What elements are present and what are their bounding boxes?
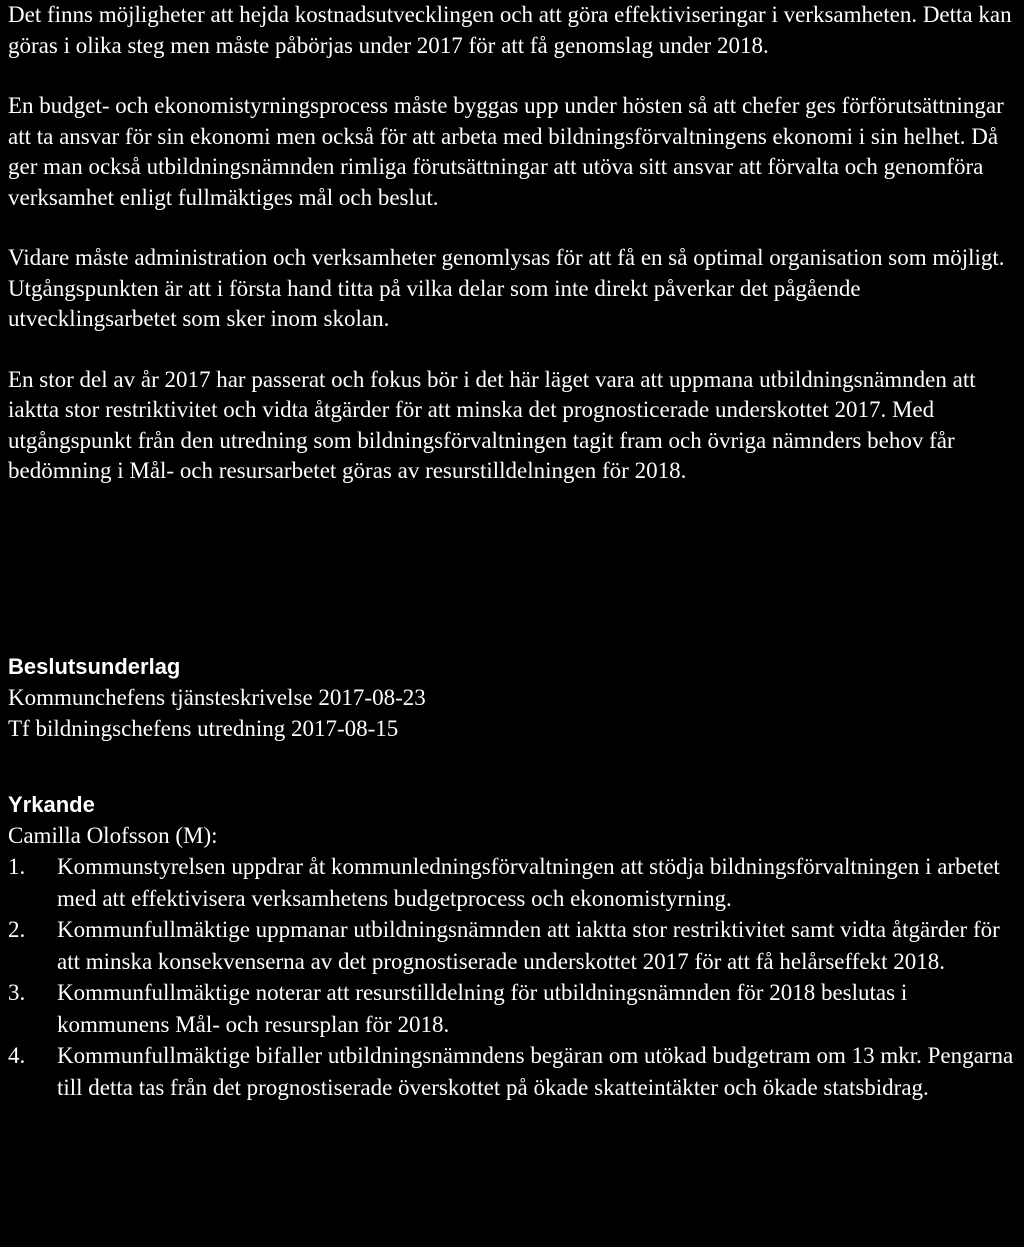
list-item [8,977,1018,1040]
list-item-text: Kommunfullmäktige noterar att resurstilldelning för utbildningsnämnden för 2018 beslutas i kommunens Mål- och resursplan för 2018. [57,980,908,1037]
list-item-number: 4. [8,1043,26,1068]
list-item [8,1040,1018,1103]
yrkande-proposer: Camilla Olofsson (M): [8,823,218,848]
list-item-text: Kommunfullmäktige bifaller utbildningsnämndens begäran om utökad budgetram om 13 mkr. Pengarna till detta tas från det prognostiserade överskottet på ökade skatteintäkter och ökade statsbidrag. [57,1043,1014,1100]
paragraph-cost-development: Det finns möjligheter att hejda kostnadsutvecklingen och att göra effektiviseringar i verksamheten. Detta kan göras i olika steg men måste påbörjas under 2017 för att få genomslag under 2018. [8,2,1012,58]
list-item-number: 2. [8,917,26,942]
list-item-number: 3. [8,980,26,1005]
paragraph-administration-review: Vidare måste administration och verksamheter genomlysas för att få en så optimal organisation som möjligt. Utgångspunkten är att i första hand titta på vilka delar som inte direkt påverkar det pågående utvecklingsarbetet som sker inom skolan. [8,245,1005,331]
paragraph-budget-process: En budget- och ekonomistyrningsprocess måste byggas upp under hösten så att chefer ges förförutsättningar att ta ansvar för sin ekonomi men också för att arbeta med bildningsförvaltningens ekonomi i sin helhet. Då ger man också utbildningsnämnden rimliga förutsättningar att utöva sitt ansvar att förvalta och genomföra verksamhet enligt fullmäktiges mål och beslut. [8,93,1004,210]
paragraph-year-2017-focus: En stor del av år 2017 har passerat och fokus bör i det här läget vara att uppmana utbildningsnämnden att iaktta stor restriktivitet och vidta åtgärder för att minska det prognosticerade underskottet 2017. Med utgångspunkt från den utredning som bildningsförvaltningen tagit fram och övriga nämnders behov får bedömning i Mål- och resursarbetet göras av resurstilldelningen för 2018. [8,366,976,483]
beslutsunderlag-section [8,652,1018,744]
list-item [8,914,1018,977]
list-item-text: Kommunstyrelsen uppdrar åt kommunledningsförvaltningen att stödja bildningsförvaltningen i arbetet med att effektivisera verksamhetens budgetprocess och ekonomistyrning. [57,854,1000,911]
beslutsunderlag-heading: Beslutsunderlag [8,654,181,679]
beslutsunderlag-item: Tf bildningschefens utredning 2017-08-15 [8,716,399,741]
yrkande-heading: Yrkande [8,792,95,817]
list-item-text: Kommunfullmäktige uppmanar utbildningsnämnden att iaktta stor restriktivitet samt vidta åtgärder för att minska konsekvenserna av det prognostiserade underskottet 2017 för att få helårseffekt 2018. [57,917,1000,974]
list-item-number: 1. [8,854,26,879]
list-item [8,851,1018,914]
yrkande-list [8,851,1018,1103]
body-text [8,0,1018,487]
yrkande-section [8,790,1018,1103]
beslutsunderlag-item: Kommunchefens tjänsteskrivelse 2017-08-23 [8,685,426,710]
